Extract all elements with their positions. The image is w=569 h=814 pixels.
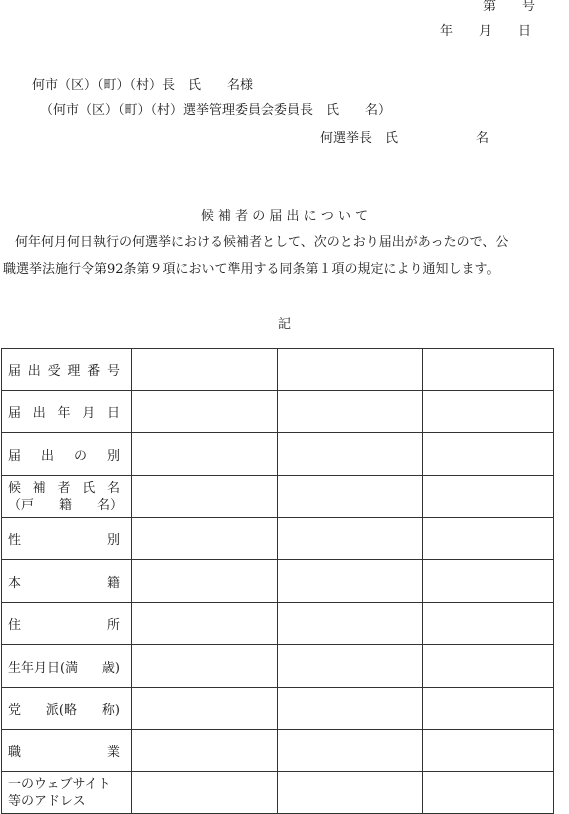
- row-label-性別: [2, 518, 132, 560]
- label-char: の: [73, 448, 87, 464]
- table-cell: [132, 730, 278, 772]
- label-char: 届: [8, 448, 22, 464]
- label-char: 性: [8, 533, 22, 548]
- notice-table: [1, 348, 554, 814]
- table-cell: [423, 518, 554, 560]
- table-cell: [423, 391, 554, 433]
- table-row: [2, 518, 554, 560]
- table-row: [2, 730, 554, 772]
- label-char: 理: [67, 364, 81, 379]
- table-cell: [132, 560, 278, 603]
- label-char: 月: [82, 406, 96, 421]
- ki-heading: 記: [277, 317, 291, 332]
- table-cell: [423, 772, 554, 814]
- table-cell: [278, 645, 423, 688]
- table-cell: [278, 560, 423, 603]
- table-cell: [423, 476, 554, 518]
- label-char: 受: [47, 364, 61, 379]
- label-char: 籍: [58, 497, 72, 513]
- label-char: 候: [8, 480, 22, 496]
- table-cell: [423, 688, 554, 730]
- document-number: 第 号: [483, 0, 536, 14]
- label-char: 氏: [82, 480, 96, 496]
- table-row: [2, 391, 554, 433]
- table-cell: [132, 603, 278, 645]
- label-char: 所: [106, 618, 120, 633]
- table-cell: [278, 476, 423, 518]
- row-label-ウェブサイト: [2, 772, 132, 814]
- label-char: 号: [106, 364, 120, 379]
- row-label-生年月日: [2, 645, 132, 688]
- table-row: [2, 603, 554, 645]
- table-cell: [278, 688, 423, 730]
- label-char: 派(略: [45, 703, 77, 718]
- row-label-届出年月日: [2, 391, 132, 433]
- row-label-党派: [2, 688, 132, 730]
- table-row: [2, 476, 554, 518]
- table-cell: [132, 772, 278, 814]
- label-char: 業: [106, 745, 120, 760]
- table-cell: [132, 518, 278, 560]
- table-cell: [278, 391, 423, 433]
- row-label-住所: [2, 603, 132, 645]
- label-char: 届: [8, 364, 22, 379]
- table-cell: [132, 433, 278, 476]
- table-cell: [278, 433, 423, 476]
- label-line: 一のウェブサイト: [8, 776, 111, 792]
- table-cell: [423, 349, 554, 391]
- body-text-line-1: 何年何月何日執行の何選挙における候補者として、次のとおり届出があったので、公: [15, 235, 509, 250]
- table-cell: [132, 391, 278, 433]
- table-row: [2, 560, 554, 603]
- label-char: 住: [8, 618, 22, 633]
- label-char: 者: [57, 480, 71, 496]
- addressee-line-2: （何市（区）（町）（村）選挙管理委員会委員長 氏 名）: [40, 103, 392, 118]
- label-line: 等のアドレス: [8, 793, 86, 809]
- label-char: 歳): [101, 660, 120, 676]
- document-title: 候 補 者 の 届 出 に つ い て: [200, 209, 369, 224]
- table-cell: [423, 730, 554, 772]
- body-text-line-2: 職選挙法施行令第92条第９項において準用する同条第１項の規定により通知します。: [3, 262, 500, 277]
- label-char: 出: [40, 448, 54, 464]
- label-char: 番: [87, 364, 101, 379]
- row-label-届出の別: [2, 433, 132, 476]
- table-cell: [423, 645, 554, 688]
- label-char: 出: [27, 364, 41, 379]
- label-char: 日: [106, 406, 120, 421]
- document-date: 年 月 日: [440, 24, 532, 39]
- table-cell: [278, 349, 423, 391]
- table-cell: [423, 433, 554, 476]
- table-row: [2, 433, 554, 476]
- label-char: 届: [8, 406, 22, 421]
- label-char: 別: [106, 533, 120, 548]
- table-cell: [132, 476, 278, 518]
- table-row: [2, 645, 554, 688]
- row-label-受理番号: [2, 349, 132, 391]
- table-row: [2, 349, 554, 391]
- row-label-候補者氏名: [2, 476, 132, 518]
- label-char: 籍: [106, 575, 120, 591]
- table-cell: [278, 772, 423, 814]
- label-char: 別: [106, 448, 120, 464]
- label-char: 本: [8, 575, 22, 591]
- label-char: 名）: [96, 497, 123, 513]
- label-char: 生年月日(満: [8, 660, 79, 676]
- label-char: 補: [32, 480, 46, 496]
- table-cell: [423, 603, 554, 645]
- row-label-職業: [2, 730, 132, 772]
- label-char: 年: [57, 406, 71, 421]
- table-row: [2, 688, 554, 730]
- addressee-line-1: 何市（区）（町）（村）長 氏 名様: [32, 78, 254, 93]
- label-char: 出: [32, 406, 46, 421]
- label-char: 称): [101, 703, 120, 718]
- label-char: 党: [8, 703, 22, 718]
- table-cell: [278, 518, 423, 560]
- label-char: 職: [8, 745, 22, 760]
- table-row: [2, 772, 554, 814]
- table-cell: [278, 730, 423, 772]
- table-cell: [132, 349, 278, 391]
- sender-line: 何選挙長 氏 名: [320, 131, 490, 146]
- label-char: 名: [106, 480, 120, 496]
- table-cell: [423, 560, 554, 603]
- table-cell: [132, 645, 278, 688]
- label-char: （戸: [8, 497, 35, 513]
- row-label-本籍: [2, 560, 132, 603]
- table-cell: [278, 603, 423, 645]
- table-cell: [132, 688, 278, 730]
